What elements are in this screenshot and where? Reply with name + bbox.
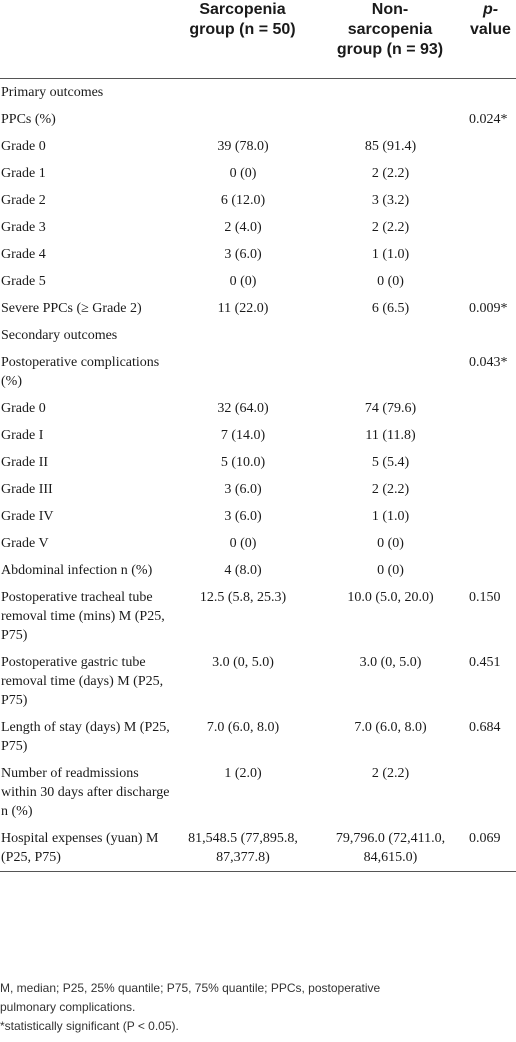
p-value: 0.684 <box>469 720 501 735</box>
non-sarcopenia-value: 2 (2.2) <box>371 482 410 497</box>
sarcopenia-value: 1 (2.0) <box>224 766 262 781</box>
table-row <box>0 268 516 295</box>
row-label: Grade 1 <box>1 166 46 181</box>
table-row <box>0 584 516 649</box>
p-value <box>465 79 516 107</box>
non-sarcopenia-value <box>315 322 465 349</box>
sarcopenia-value: 6 (12.0) <box>220 193 266 208</box>
sarcopenia-value <box>170 106 315 133</box>
row-label: Abdominal infection n (%) <box>1 563 153 578</box>
p-value <box>465 268 516 295</box>
table-row <box>0 187 516 214</box>
row-label: Grade 5 <box>1 274 46 289</box>
row-label: Length of stay (days) M (P25, P75) <box>1 720 170 754</box>
non-sarcopenia-value: 1 (1.0) <box>371 509 410 524</box>
non-sarcopenia-value <box>315 79 465 107</box>
p-value: 0.150 <box>469 590 501 605</box>
header-col3-line3: group (n = 93) <box>336 41 444 58</box>
footnote-abbreviations-cont: pulmonary complications. <box>0 1000 136 1014</box>
row-label: Grade 0 <box>1 139 46 154</box>
table-footnotes <box>0 979 516 1036</box>
row-label: Secondary outcomes <box>1 328 118 343</box>
non-sarcopenia-value: 2 (2.2) <box>371 166 410 181</box>
table-row <box>0 825 516 872</box>
sarcopenia-value: 3 (6.0) <box>224 247 262 262</box>
p-value <box>465 160 516 187</box>
table-row <box>0 160 516 187</box>
p-value <box>465 760 516 825</box>
table-body <box>0 79 516 872</box>
sarcopenia-value: 81,548.5 (77,895.8, 87,377.8) <box>188 831 298 865</box>
row-label: Grade 2 <box>1 193 46 208</box>
sarcopenia-value: 0 (0) <box>229 166 257 181</box>
p-value: 0.024* <box>469 112 508 127</box>
non-sarcopenia-value: 0 (0) <box>377 563 404 578</box>
sarcopenia-value: 3 (6.0) <box>224 482 262 497</box>
non-sarcopenia-value: 7.0 (6.0, 8.0) <box>354 720 427 735</box>
sarcopenia-value <box>170 79 315 107</box>
p-value <box>465 187 516 214</box>
table-row <box>0 476 516 503</box>
non-sarcopenia-value: 85 (91.4) <box>364 139 417 154</box>
row-label: Grade V <box>1 536 49 551</box>
row-label: Grade 4 <box>1 247 46 262</box>
table-header-row <box>0 0 516 79</box>
table-row <box>0 349 516 395</box>
header-sarcopenia-group <box>170 0 315 79</box>
header-col3-line2: sarcopenia <box>347 21 433 38</box>
sarcopenia-value: 7 (14.0) <box>220 428 266 443</box>
footnote-abbreviations: M, median; P25, 25% quantile; P75, 75% quantile; PPCs, postoperative <box>0 981 381 995</box>
table-row <box>0 395 516 422</box>
sarcopenia-value: 3.0 (0, 5.0) <box>212 655 274 670</box>
non-sarcopenia-value: 74 (79.6) <box>364 401 417 416</box>
table-row <box>0 449 516 476</box>
table-row <box>0 714 516 760</box>
non-sarcopenia-value: 0 (0) <box>377 274 404 289</box>
table-row <box>0 530 516 557</box>
non-sarcopenia-value: 5 (5.4) <box>371 455 410 470</box>
header-non-sarcopenia-group <box>315 0 465 79</box>
table-row <box>0 241 516 268</box>
sarcopenia-value: 0 (0) <box>229 274 257 289</box>
sarcopenia-value: 5 (10.0) <box>220 455 266 470</box>
non-sarcopenia-value: 2 (2.2) <box>371 220 410 235</box>
p-value: 0.451 <box>469 655 501 670</box>
non-sarcopenia-value: 79,796.0 (72,411.0, 84,615.0) <box>335 831 446 865</box>
header-label-column <box>0 0 170 79</box>
non-sarcopenia-value: 0 (0) <box>377 536 404 551</box>
table-row <box>0 295 516 322</box>
row-label: Grade I <box>1 428 44 443</box>
table-row <box>0 214 516 241</box>
sarcopenia-value <box>170 349 315 395</box>
row-label: Postoperative complications (%) <box>1 355 160 389</box>
row-label: Grade II <box>1 455 49 470</box>
header-col2-line2: group (n = 50) <box>189 21 296 38</box>
non-sarcopenia-value <box>315 349 465 395</box>
p-value <box>465 422 516 449</box>
row-label: Number of readmissions within 30 days after discharge n (%) <box>1 766 170 819</box>
row-label: Postoperative tracheal tube removal time (mins) M (P25, P75) <box>1 590 165 643</box>
table-row <box>0 133 516 160</box>
header-col3-line1: Non- <box>371 1 409 18</box>
row-label: Primary outcomes <box>1 85 104 100</box>
sarcopenia-value: 3 (6.0) <box>224 509 262 524</box>
non-sarcopenia-value <box>315 106 465 133</box>
header-col4-line1: p- <box>482 1 499 18</box>
p-value <box>465 214 516 241</box>
row-label: Grade 0 <box>1 401 46 416</box>
table-row <box>0 557 516 584</box>
table-row <box>0 322 516 349</box>
row-label: PPCs (%) <box>1 112 56 127</box>
table-row <box>0 79 516 107</box>
p-value <box>465 503 516 530</box>
sarcopenia-value: 12.5 (5.8, 25.3) <box>199 590 287 605</box>
header-col4-line2: value <box>470 21 511 38</box>
table-row <box>0 422 516 449</box>
p-value: 0.009* <box>469 301 508 316</box>
p-value <box>465 530 516 557</box>
footnote-significance: *statistically significant (P < 0.05). <box>0 1019 179 1033</box>
non-sarcopenia-value: 10.0 (5.0, 20.0) <box>347 590 434 605</box>
sarcopenia-value: 11 (22.0) <box>217 301 269 316</box>
non-sarcopenia-value: 11 (11.8) <box>365 428 416 443</box>
p-value <box>465 322 516 349</box>
p-value: 0.069 <box>469 831 501 846</box>
p-value <box>465 476 516 503</box>
header-col2-line1: Sarcopenia <box>199 1 286 18</box>
non-sarcopenia-value: 1 (1.0) <box>371 247 410 262</box>
sarcopenia-value: 2 (4.0) <box>224 220 262 235</box>
sarcopenia-value: 7.0 (6.0, 8.0) <box>206 720 280 735</box>
sarcopenia-value: 0 (0) <box>229 536 257 551</box>
row-label: Hospital expenses (yuan) M (P25, P75) <box>1 831 159 865</box>
p-value <box>465 395 516 422</box>
non-sarcopenia-value: 6 (6.5) <box>371 301 410 316</box>
table-row <box>0 106 516 133</box>
row-label: Grade IV <box>1 509 54 524</box>
row-label: Postoperative gastric tube removal time (days) M (P25, P75) <box>1 655 164 708</box>
sarcopenia-value: 39 (78.0) <box>217 139 269 154</box>
p-value: 0.043* <box>469 355 508 370</box>
non-sarcopenia-value: 3 (3.2) <box>371 193 410 208</box>
p-value <box>465 449 516 476</box>
sarcopenia-value: 4 (8.0) <box>224 563 262 578</box>
table-row <box>0 649 516 714</box>
row-label: Severe PPCs (≥ Grade 2) <box>1 301 142 316</box>
sarcopenia-value <box>170 322 315 349</box>
p-value <box>465 557 516 584</box>
header-p-value <box>465 0 516 79</box>
table-row <box>0 760 516 825</box>
p-value <box>465 241 516 268</box>
non-sarcopenia-value: 3.0 (0, 5.0) <box>359 655 422 670</box>
row-label: Grade 3 <box>1 220 46 235</box>
p-value <box>465 133 516 160</box>
table-row <box>0 503 516 530</box>
row-label: Grade III <box>1 482 53 497</box>
non-sarcopenia-value: 2 (2.2) <box>371 766 410 781</box>
sarcopenia-value: 32 (64.0) <box>217 401 269 416</box>
